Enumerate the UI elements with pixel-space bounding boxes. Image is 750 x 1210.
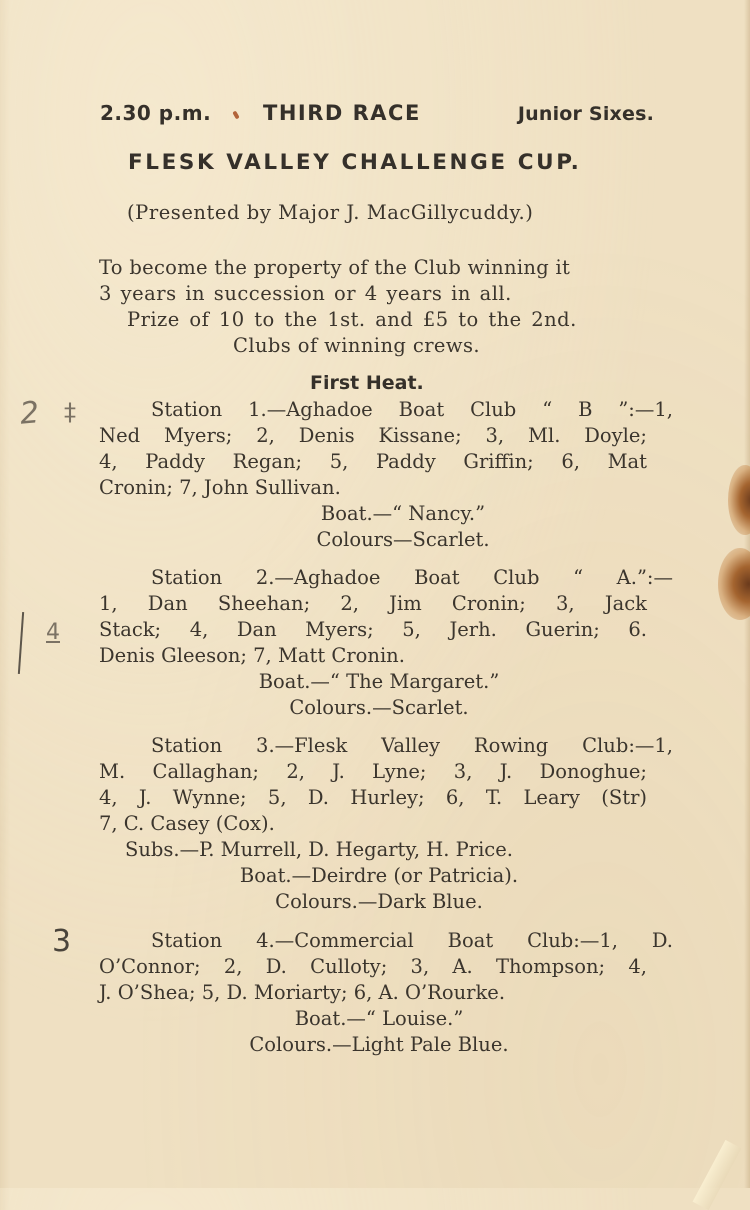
crew-colours: Colours—Scarlet. [316,528,490,551]
substitutes: Subs.—P. Murrell, D. Hegarty, H. Price. [125,838,513,861]
crew-colours: Colours.—Scarlet. [289,696,469,719]
boat-name: Boat.—Deirdre (or Patricia). [239,864,519,887]
station-line: Station 3.—Flesk Valley Rowing Club:—1, [151,734,673,757]
ink-tick-mark [232,111,239,120]
boat-name: Boat.—“ The Margaret.” [258,670,500,693]
crew-colours: Colours.—Dark Blue. [275,890,483,913]
paper-stain [728,465,750,535]
handwritten-vertical-stroke [18,612,24,674]
station-line: J. O’Shea; 5, D. Moriarty; 6, A. O’Rourke. [99,981,506,1004]
race-class: Junior Sixes. [517,103,654,125]
station-line: 4, J. Wynne; 5, D. Hurley; 6, T. Leary (Str) [99,786,647,809]
conditions-line: 3 years in succession or 4 years in all. [99,282,512,305]
boat-name: Boat.—“ Nancy.” [320,502,486,525]
paper-stain [718,548,750,620]
station-line: 4, Paddy Regan; 5, Paddy Griffin; 6, Mat [99,450,647,473]
handwritten-note-3: 3 [52,924,72,959]
presented-by: (Presented by Major J. MacGillycuddy.) [127,201,534,224]
station-entry-2 [99,565,673,721]
station-line: Station 4.—Commercial Boat Club:—1, D. [151,929,673,952]
station-line: 1, Dan Sheehan; 2, Jim Cronin; 3, Jack [99,592,647,615]
handwritten-note-mark: ‡ [64,398,76,426]
station-entry-4 [99,928,673,1058]
station-line: M. Callaghan; 2, J. Lyne; 3, J. Donoghue; [99,760,647,783]
station-line: O’Connor; 2, D. Culloty; 3, A. Thompson; 4, [99,955,647,978]
station-line: Cronin; 7, John Sullivan. [99,476,341,499]
crew-colours: Colours.—Light Pale Blue. [249,1033,509,1056]
conditions-paragraph [99,255,659,359]
boat-name: Boat.—“ Louise.” [294,1007,464,1030]
paper-crease [693,1140,742,1210]
cup-title: FLESK VALLEY CHALLENGE CUP. [128,150,582,175]
station-line: 7, C. Casey (Cox). [99,812,275,835]
conditions-line: Prize of 10 to the 1st. and £5 to the 2nd. [127,308,577,331]
heat-title: First Heat. [310,372,424,394]
station-line: Station 1.—Aghadoe Boat Club “ B ”:—1, [151,398,673,421]
race-time: 2.30 p.m. [100,101,212,125]
handwritten-note-2: 2 [18,395,41,432]
station-line: Station 2.—Aghadoe Boat Club “ A.”:— [151,566,673,589]
handwritten-note-4: 4 [46,620,60,645]
conditions-line: To become the property of the Club winning it [99,256,571,279]
station-entry-1 [99,397,673,553]
station-line: Denis Gleeson; 7, Matt Cronin. [99,644,405,667]
station-line: Stack; 4, Dan Myers; 5, Jerh. Guerin; 6. [99,618,647,641]
station-entry-3 [99,733,673,915]
station-line: Ned Myers; 2, Denis Kissane; 3, Ml. Doyle; [99,424,647,447]
conditions-line: Clubs of winning crews. [233,334,480,357]
race-header [100,99,654,133]
race-number: THIRD RACE [263,101,421,125]
